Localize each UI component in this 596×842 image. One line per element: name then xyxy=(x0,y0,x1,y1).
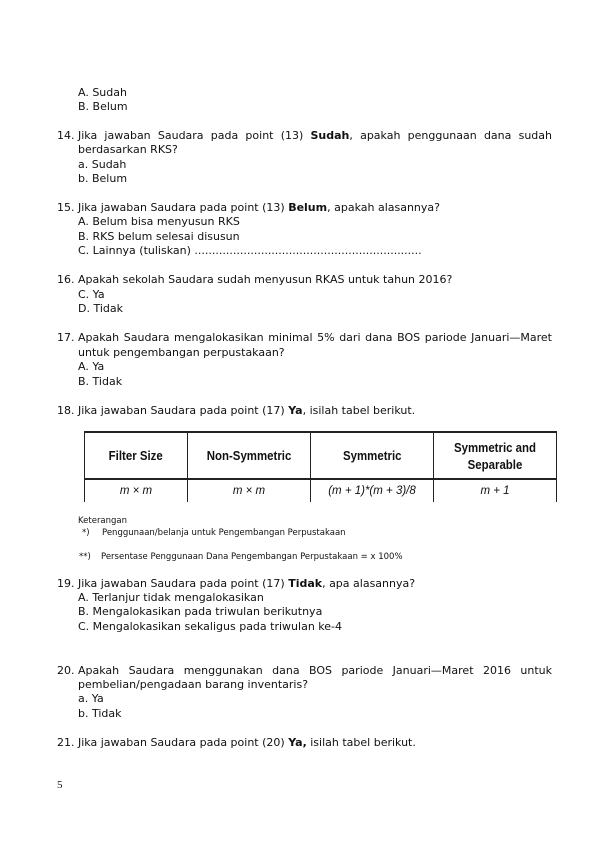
question-number: 21. xyxy=(57,736,75,749)
table-row xyxy=(85,479,557,502)
question-text: isilah tabel berikut. xyxy=(306,736,416,749)
question-number: 14. xyxy=(57,129,75,142)
question-18-text xyxy=(78,404,415,418)
question-text: Jika jawaban Saudara pada point (17) xyxy=(78,404,289,417)
question-number: 15. xyxy=(57,201,75,214)
question-number: 16. xyxy=(57,273,75,286)
question-number: 20. xyxy=(57,664,75,677)
question-14-line-2: berdasarkan RKS? xyxy=(78,143,178,156)
option-text: A. Terlanjur tidak mengalokasikan xyxy=(78,591,264,604)
question-emphasis: Ya, xyxy=(288,736,307,749)
question-14-line-1 xyxy=(78,129,552,143)
table-cell: (m + 1)*(m + 3)/8 xyxy=(311,479,434,502)
note-text: Persentase Penggunaan Dana Pengembangan Perpustakaan = x 100% xyxy=(101,552,403,562)
question-number: 17. xyxy=(57,331,75,344)
question-16-text: Apakah sekolah Saudara sudah menyusun RKAS untuk tahun 2016? xyxy=(78,273,453,286)
option-text: A. Sudah xyxy=(78,86,127,99)
option-text: b. Tidak xyxy=(78,707,122,720)
option-text: a. Sudah xyxy=(78,158,127,171)
question-emphasis: Sudah xyxy=(310,129,350,142)
question-text: Jika jawaban Saudara pada point (17) xyxy=(78,577,289,590)
table-header-cell: Non-Symmetric xyxy=(188,432,311,479)
note-text: Penggunaan/belanja untuk Pengembangan Perpustakaan xyxy=(102,528,346,538)
option-text: C. Ya xyxy=(78,288,105,301)
option-text: a. Ya xyxy=(78,692,104,705)
question-text: , isilah tabel berikut. xyxy=(302,404,416,417)
question-emphasis: Ya xyxy=(288,404,303,417)
option-text: D. Tidak xyxy=(78,302,123,315)
question-number: 19. xyxy=(57,577,75,590)
question-text: , apakah alasannya? xyxy=(327,201,440,214)
question-text: Jika jawaban Saudara pada point (20) xyxy=(78,736,289,749)
notes-title: Keterangan xyxy=(78,516,128,526)
option-text: A. Ya xyxy=(78,360,105,373)
option-text: C. Mengalokasikan sekaligus pada triwulan ke-4 xyxy=(78,620,342,633)
table-header-row xyxy=(85,432,557,479)
option-text: A. Belum bisa menyusun RKS xyxy=(78,215,240,228)
option-text: B. Tidak xyxy=(78,375,123,388)
filter-size-table xyxy=(84,431,557,502)
table-header-cell: Symmetric and Separable xyxy=(434,432,557,479)
question-17-line-2: untuk pengembangan perpustakaan? xyxy=(78,346,285,359)
table-header-cell: Filter Size xyxy=(85,432,188,479)
table-cell: m + 1 xyxy=(434,479,557,502)
question-20-line-1: Apakah Saudara menggunakan dana BOS pariode Januari—Maret 2016 untuk xyxy=(78,664,552,677)
table-cell: m × m xyxy=(188,479,311,502)
question-text: Jika jawaban Saudara pada point (13) xyxy=(78,201,289,214)
question-19-text xyxy=(78,577,415,591)
option-text: b. Belum xyxy=(78,172,128,185)
option-text: B. RKS belum selesai disusun xyxy=(78,230,240,243)
note-mark: *) xyxy=(82,528,90,538)
question-number: 18. xyxy=(57,404,75,417)
table-header-cell: Symmetric xyxy=(311,432,434,479)
question-17-line-1: Apakah Saudara mengalokasikan minimal 5% dari dana BOS pariode Januari—Maret xyxy=(78,331,552,344)
option-text: B. Belum xyxy=(78,100,128,113)
question-text: , apa alasannya? xyxy=(322,577,416,590)
question-15-text xyxy=(78,201,440,215)
question-text: , apakah penggunaan dana sudah xyxy=(349,129,552,142)
question-emphasis: Belum xyxy=(288,201,328,214)
option-text: C. Lainnya (tuliskan) ................................................................. xyxy=(78,244,422,257)
table-cell: m × m xyxy=(85,479,188,502)
question-emphasis: Tidak xyxy=(288,577,323,590)
question-text: Jika jawaban Saudara pada point (13) xyxy=(78,129,311,142)
question-21-text xyxy=(78,736,416,750)
page-number: 5 xyxy=(57,779,63,791)
question-20-line-2: pembelian/pengadaan barang inventaris? xyxy=(78,678,309,691)
note-mark: **) xyxy=(79,552,91,562)
option-text: B. Mengalokasikan pada triwulan berikutnya xyxy=(78,605,323,618)
